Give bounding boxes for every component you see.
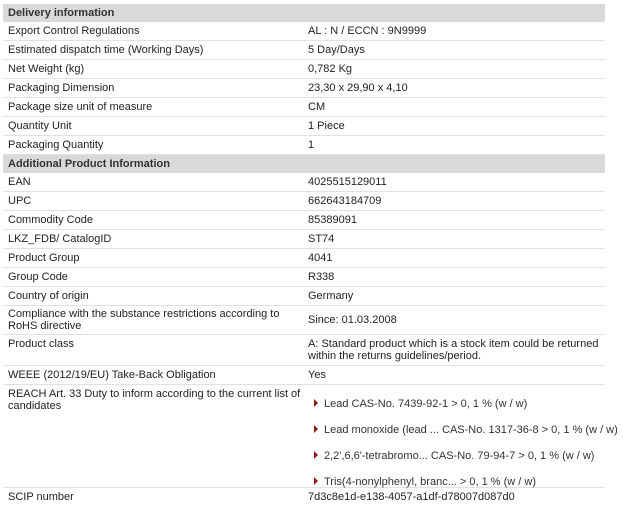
row-label: LKZ_FDB/ CatalogID bbox=[8, 232, 112, 245]
section-header-additional: Additional Product Information bbox=[3, 155, 605, 173]
product-info-table bbox=[3, 4, 618, 507]
table-row bbox=[3, 117, 605, 136]
row-label: Group Code bbox=[8, 270, 68, 283]
reach-substance-text: Tris(4-nonylphenyl, branc... > 0, 1 % (w / w) bbox=[324, 476, 537, 488]
table-row bbox=[3, 173, 605, 192]
table-row bbox=[3, 60, 605, 79]
section-header-delivery: Delivery information bbox=[3, 4, 605, 22]
row-label: Net Weight (kg) bbox=[8, 62, 85, 75]
row-label: Packaging Dimension bbox=[8, 81, 115, 94]
expand-triangle-icon bbox=[314, 477, 318, 485]
table-row bbox=[3, 366, 605, 385]
row-value: 85389091 bbox=[308, 213, 357, 226]
row-label: SCIP number bbox=[8, 491, 74, 503]
row-value: 0,782 Kg bbox=[308, 62, 353, 75]
table-row bbox=[3, 136, 605, 155]
row-label: Estimated dispatch time (Working Days) bbox=[8, 43, 204, 56]
row-label: WEEE (2012/19/EU) Take-Back Obligation bbox=[8, 368, 216, 381]
table-row bbox=[3, 98, 605, 117]
row-value: CM bbox=[308, 100, 326, 113]
row-value: 662643184709 bbox=[308, 194, 382, 207]
table-row bbox=[3, 22, 605, 41]
row-label: Product class bbox=[8, 338, 75, 350]
row-label: Compliance with the substance restrictions according to RoHS directive bbox=[8, 308, 280, 332]
table-row bbox=[3, 306, 605, 335]
expand-triangle-icon bbox=[314, 425, 318, 433]
row-value: A: Standard product which is a stock item could be returned within the returns guidelines/period. bbox=[308, 338, 599, 362]
row-label: EAN bbox=[8, 175, 31, 188]
row-value: R338 bbox=[308, 270, 335, 283]
row-label: Package size unit of measure bbox=[8, 100, 153, 113]
expand-triangle-icon bbox=[314, 399, 318, 407]
row-value: ST74 bbox=[308, 232, 335, 245]
table-row bbox=[3, 230, 605, 249]
reach-substance-list bbox=[304, 385, 618, 488]
reach-substance-item[interactable] bbox=[314, 476, 536, 488]
row-label: Product Group bbox=[8, 251, 80, 264]
table-row bbox=[3, 268, 605, 287]
expand-triangle-icon bbox=[314, 451, 318, 459]
table-row bbox=[3, 249, 605, 268]
row-label: UPC bbox=[8, 194, 32, 207]
row-label: Export Control Regulations bbox=[8, 24, 140, 37]
reach-substance-text: 2,2',6,6'-tetrabromo... CAS-No. 79-94-7 > 0, 1 % (w / w) bbox=[324, 450, 595, 462]
row-value: AL : N / ECCN : 9N9999 bbox=[308, 24, 427, 37]
row-label: REACH Art. 33 Duty to inform according to the current list of candidates bbox=[8, 388, 301, 412]
row-label: Country of origin bbox=[8, 289, 89, 302]
row-value: Germany bbox=[308, 289, 354, 302]
row-label: Commodity Code bbox=[8, 213, 93, 226]
table-row bbox=[3, 192, 605, 211]
table-row bbox=[3, 41, 605, 60]
table-row bbox=[3, 79, 605, 98]
row-value: 23,30 x 29,90 x 4,10 bbox=[308, 81, 408, 94]
row-value: Since: 01.03.2008 bbox=[308, 314, 397, 326]
row-value: 4041 bbox=[308, 251, 333, 264]
table-row bbox=[3, 385, 618, 488]
row-value: 4025515129011 bbox=[308, 175, 387, 188]
table-row bbox=[3, 287, 605, 306]
reach-substance-text: Lead CAS-No. 7439-92-1 > 0, 1 % (w / w) bbox=[324, 398, 528, 410]
row-value: 1 Piece bbox=[308, 119, 345, 132]
row-value: Yes bbox=[308, 368, 326, 381]
row-value: 5 Day/Days bbox=[308, 43, 365, 56]
table-row bbox=[3, 211, 605, 230]
row-label: Packaging Quantity bbox=[8, 138, 104, 151]
row-label: Quantity Unit bbox=[8, 119, 72, 132]
table-row bbox=[3, 488, 605, 507]
table-row bbox=[3, 335, 605, 366]
row-value: 7d3c8e1d-e138-4057-a1df-d78007d087d0 bbox=[308, 491, 515, 503]
reach-substance-text: Lead monoxide (lead ... CAS-No. 1317-36-8 > 0, 1 % (w / w) bbox=[324, 424, 618, 436]
reach-substance-item[interactable] bbox=[314, 398, 527, 410]
reach-substance-item[interactable] bbox=[314, 450, 594, 462]
reach-substance-item[interactable] bbox=[314, 424, 618, 436]
row-value: 1 bbox=[308, 138, 315, 151]
